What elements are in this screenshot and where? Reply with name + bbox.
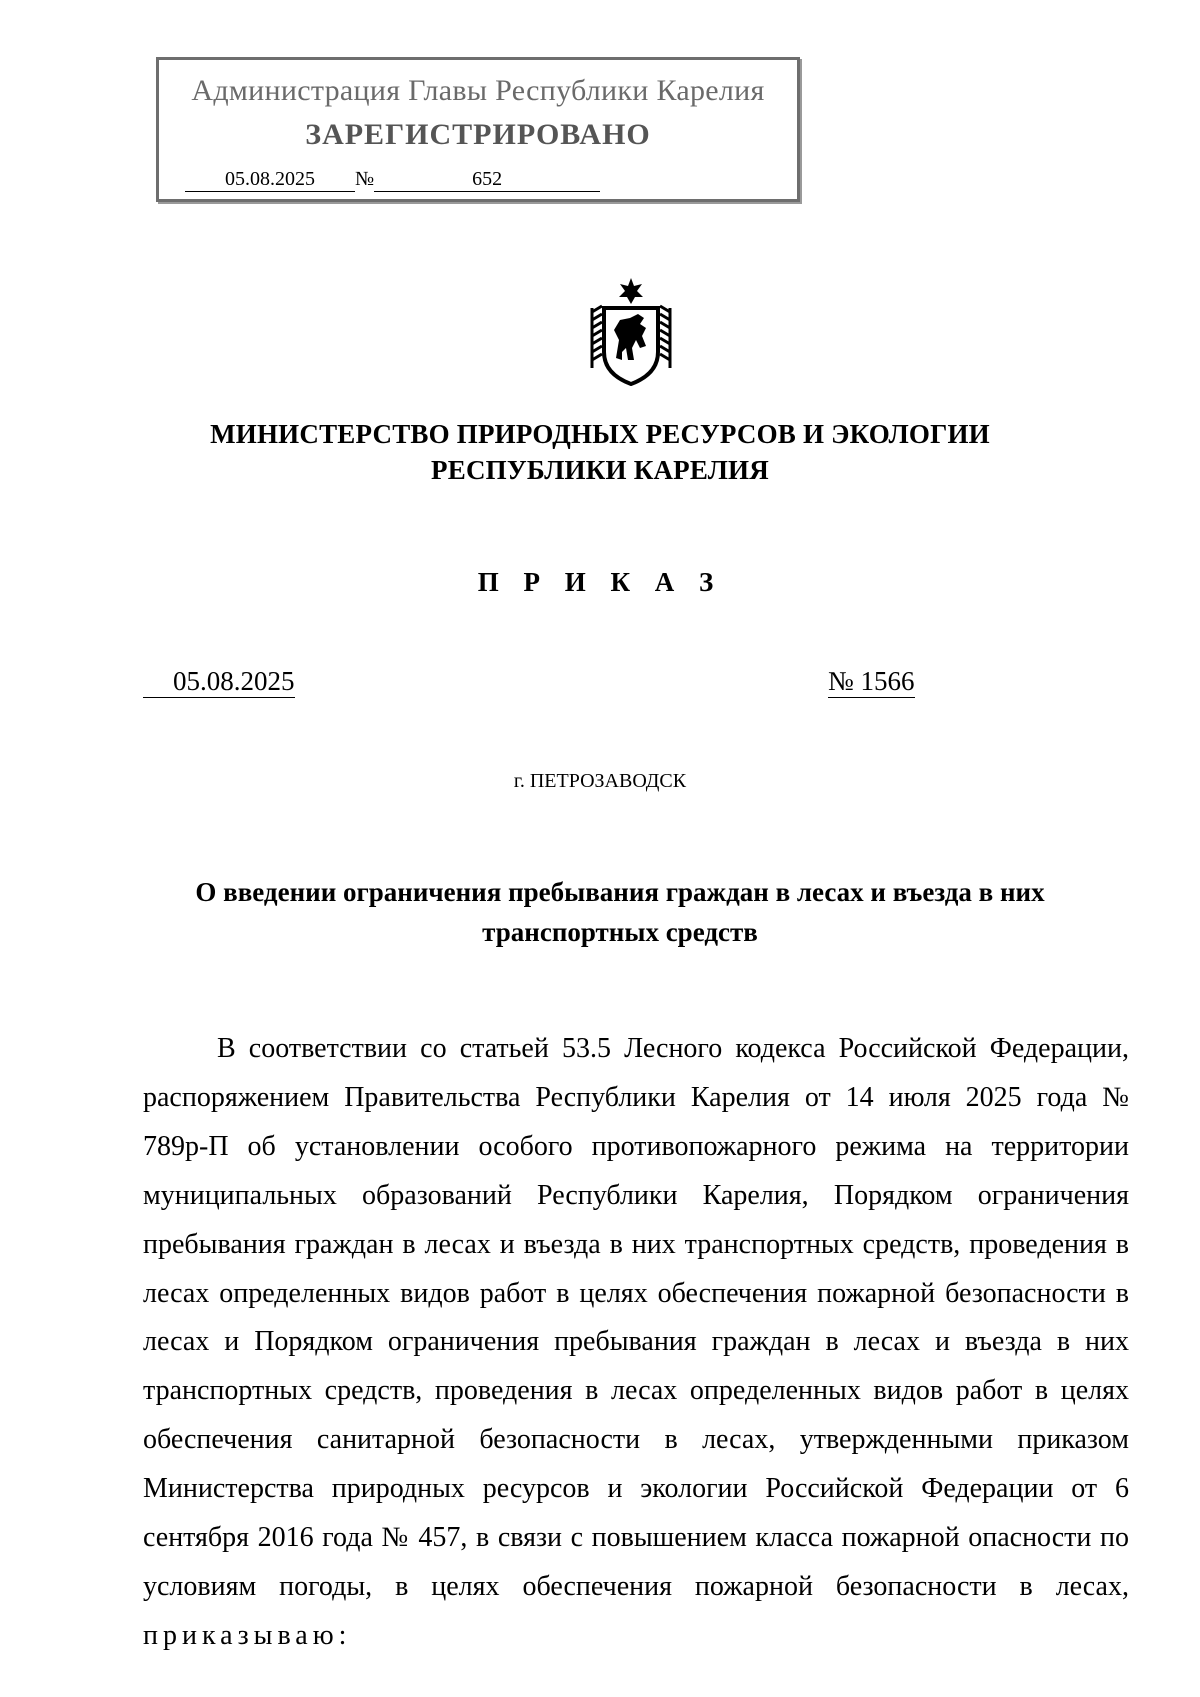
- city-label: г. ПЕТРОЗАВОДСК: [513, 770, 687, 792]
- order-number: № 1566: [828, 666, 915, 696]
- stamp-registration-line: [185, 168, 600, 192]
- registration-stamp: [156, 57, 800, 202]
- ministry-title-line1: МИНИСТЕРСТВО ПРИРОДНЫХ РЕСУРСОВ И ЭКОЛОГИИ: [210, 419, 990, 449]
- stamp-number: 652: [374, 168, 600, 192]
- order-date: 05.08.2025: [143, 666, 295, 698]
- order-subject: [140, 872, 1100, 952]
- order-subject-line1: О введении ограничения пребывания граждан в лесах и въезда в них: [195, 877, 1045, 907]
- document-type: П Р И К А З: [477, 567, 723, 597]
- body-paragraph: [143, 1025, 1129, 1661]
- stamp-registered-label: ЗАРЕГИСТРИРОВАНО: [305, 118, 651, 151]
- karelia-coat-of-arms-icon: [586, 278, 676, 386]
- stamp-date: 05.08.2025: [185, 168, 355, 192]
- ministry-title: [0, 416, 1200, 488]
- order-subject-line2: транспортных средств: [482, 917, 758, 947]
- body-closing-word: приказываю:: [143, 1619, 352, 1651]
- stamp-authority: Администрация Главы Республики Карелия: [191, 74, 765, 107]
- stamp-number-sign: №: [355, 168, 375, 190]
- ministry-title-line2: РЕСПУБЛИКИ КАРЕЛИЯ: [431, 455, 769, 485]
- body-paragraph-text: В соответствии со статьей 53.5 Лесного кодекса Российской Федерации, распоряжением Правительства Республики Карелия от 14 июля 2025 года № 789р-П об установлении особого противопожарного режима на территории муниципальных образований Республики Карелия, Порядком ограничения пребывания граждан в лесах и въезда в них транспортных средств, проведения в лесах определенных видов работ в целях обеспечения пожарной безопасности в лесах и Порядком ограничения пребывания граждан в лесах и въезда в них транспортных средств, проведения в лесах определенных видов работ в целях обеспечения санитарной безопасности в лесах, утвержденными приказом Министерства природных ресурсов и экологии Российской Федерации от 6 сентября 2016 года № 457, в связи с повышением класса пожарной опасности по условиям погоды, в целях обеспечения пожарной безопасности в лесах,: [143, 1033, 1129, 1602]
